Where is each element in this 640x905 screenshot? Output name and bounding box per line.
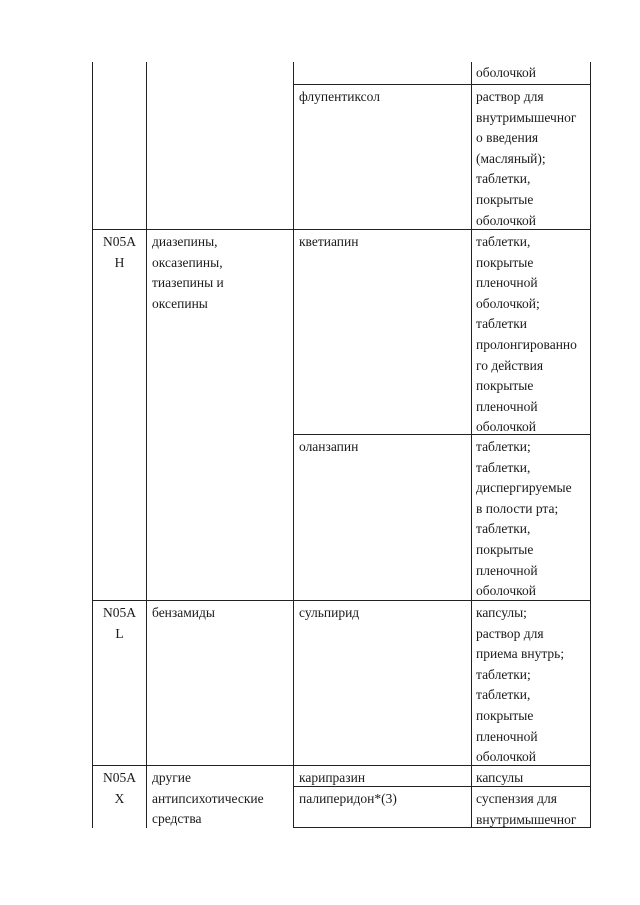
table-border	[293, 62, 294, 828]
group-name-cell	[152, 603, 215, 624]
atc-code-line: L	[115, 625, 124, 641]
drug-name-cell	[299, 87, 380, 108]
dosage-form-line: пленочной	[476, 398, 538, 414]
atc-code-cell	[93, 768, 146, 809]
atc-code-cell	[93, 603, 146, 644]
dosage-form-cell	[476, 87, 576, 231]
atc-code-line: H	[114, 254, 125, 270]
dosage-form-line: пленочной	[476, 275, 538, 291]
atc-code-line: X	[114, 790, 125, 806]
dosage-form-line: раствор для	[476, 89, 544, 104]
dosage-form-line: таблетки;	[476, 666, 531, 682]
drug-name-cell	[299, 768, 365, 789]
dosage-form-line: внутримышечног	[476, 109, 577, 125]
dosage-form-line: капсулы	[476, 770, 524, 785]
group-name-line: средства	[152, 811, 202, 827]
dosage-form-line: таблетки,	[476, 234, 531, 249]
group-name-line: бензамиды	[152, 605, 215, 620]
table-border	[590, 62, 591, 828]
dosage-form-line: оболочкой	[476, 65, 536, 80]
group-name-cell	[152, 768, 264, 830]
table-border	[471, 62, 472, 828]
atc-code-cell	[93, 232, 146, 273]
dosage-form-line: раствор для	[476, 625, 544, 641]
drug-name-cell	[299, 437, 358, 458]
dosage-form-line: приема внутрь;	[476, 646, 565, 662]
dosage-form-line: (масляный);	[476, 150, 546, 166]
dosage-form-line: покрытые	[476, 191, 534, 207]
dosage-form-line: таблетки,	[476, 171, 531, 187]
group-name-line: оксепины	[152, 295, 208, 311]
group-name-line: другие	[152, 770, 191, 785]
dosage-form-line: покрытые	[476, 707, 534, 723]
group-name-line: диазепины,	[152, 234, 218, 249]
group-name-line: антипсихотические	[152, 790, 264, 806]
drug-name: флупентиксол	[299, 89, 380, 104]
dosage-form-cell	[476, 603, 564, 768]
drug-name: палиперидон*(3)	[299, 791, 397, 806]
dosage-form-cell	[476, 63, 536, 84]
dosage-form-cell	[476, 437, 572, 602]
atc-code-line: N05A	[103, 770, 136, 785]
dosage-form-cell	[476, 789, 576, 830]
dosage-form-line: таблетки,	[476, 459, 531, 475]
dosage-form-line: о введения	[476, 130, 539, 146]
dosage-form-line: покрытые	[476, 541, 534, 557]
drug-name: сульпирид	[299, 605, 360, 620]
group-name-line: оксазепины,	[152, 254, 223, 270]
group-name-cell	[152, 232, 224, 314]
group-name-line: тиазепины и	[152, 275, 224, 291]
dosage-form-line: пленочной	[476, 728, 538, 744]
table-border	[293, 84, 591, 85]
atc-code-line: N05A	[103, 234, 136, 249]
dosage-form-line: го действия	[476, 357, 544, 373]
dosage-form-line: таблетки;	[476, 439, 531, 454]
dosage-form-line: оболочкой	[476, 583, 536, 599]
dosage-form-line: оболочкой	[476, 749, 536, 765]
dosage-form-line: покрытые	[476, 378, 534, 394]
dosage-form-line: суспензия для	[476, 791, 557, 806]
dosage-form-line: оболочкой	[476, 212, 536, 228]
drug-name-cell	[299, 232, 358, 253]
dosage-form-line: таблетки,	[476, 687, 531, 703]
dosage-form-line: капсулы;	[476, 605, 527, 620]
dosage-form-line: внутримышечног	[476, 811, 577, 827]
drug-name-cell	[299, 603, 359, 624]
dosage-form-cell	[476, 768, 523, 789]
drug-name: оланзапин	[299, 439, 359, 454]
table-border	[146, 62, 147, 828]
dosage-form-line: пленочной	[476, 562, 538, 578]
atc-code-line: N05A	[103, 605, 136, 620]
dosage-form-cell	[476, 232, 577, 438]
dosage-form-line: в полости рта;	[476, 500, 559, 516]
table-border	[92, 62, 93, 828]
dosage-form-line: пролонгированно	[476, 336, 577, 352]
dosage-form-line: таблетки	[476, 316, 528, 332]
dosage-form-line: оболочкой;	[476, 295, 540, 311]
drug-name: карипразин	[299, 770, 366, 785]
dosage-form-line: диспергируемые	[476, 480, 572, 496]
dosage-form-line: покрытые	[476, 254, 534, 270]
dosage-form-line: таблетки,	[476, 521, 531, 537]
dosage-form-line: оболочкой	[476, 419, 536, 435]
drug-name-cell	[299, 789, 397, 810]
drug-name: кветиапин	[299, 234, 359, 249]
